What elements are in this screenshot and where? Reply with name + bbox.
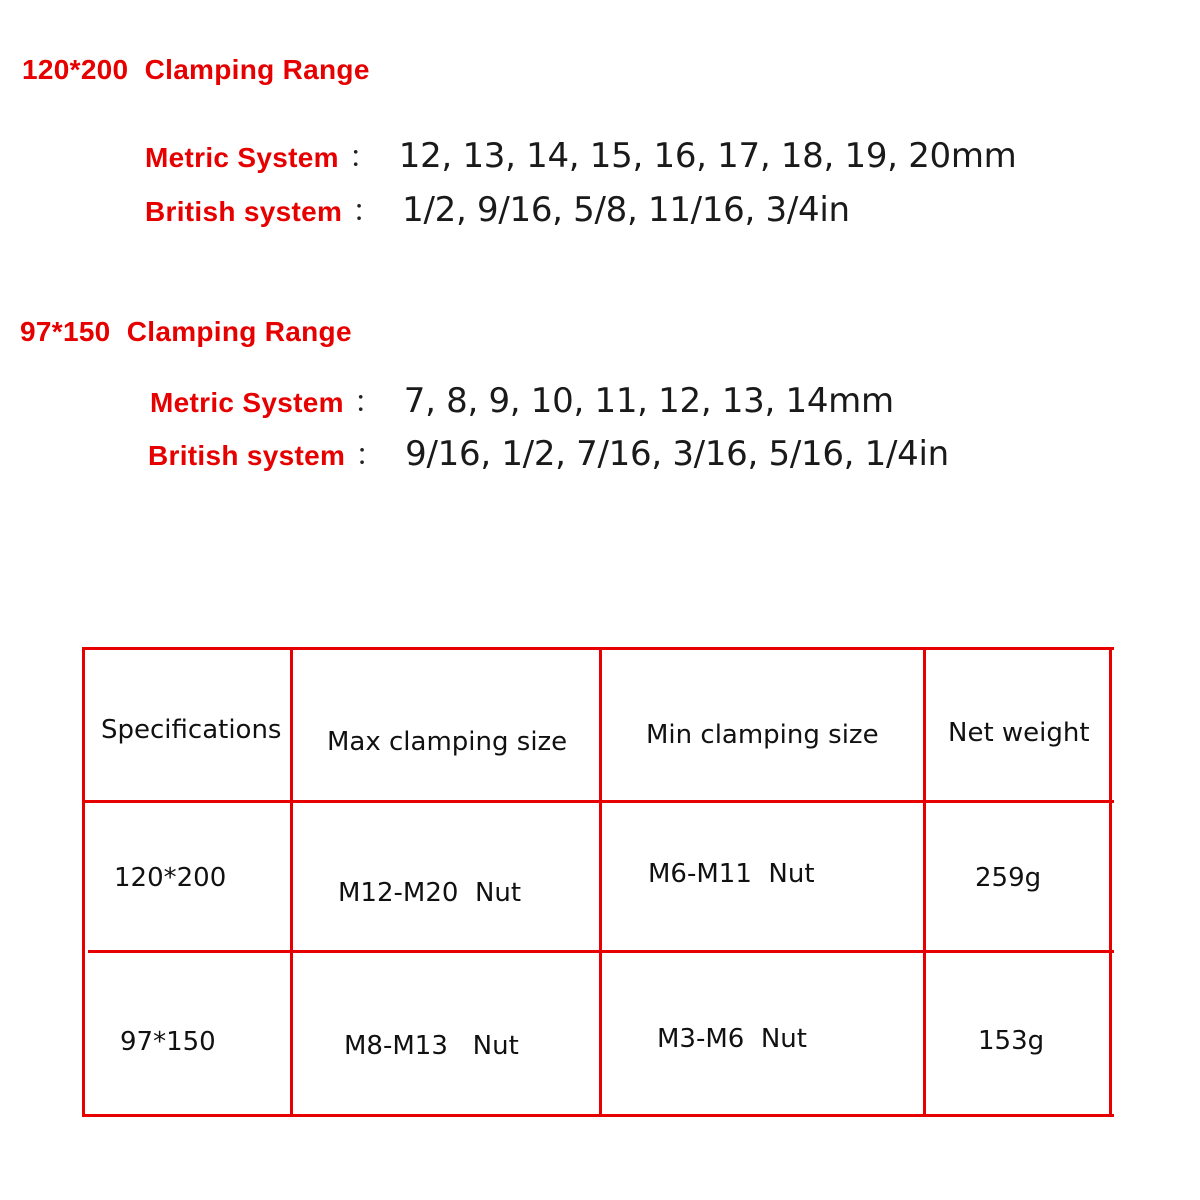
table-column-divider [923, 647, 926, 1117]
cell-min-120x200: M6-M11 Nut [648, 859, 815, 889]
colon-separator: ： [355, 438, 386, 473]
header-min-clamping-size: Min clamping size [646, 720, 879, 750]
british-system-label: British system [148, 440, 346, 471]
colon-separator: ： [352, 194, 383, 229]
british-values: 9/16, 1/2, 7/16, 3/16, 5/16, 1/4in [405, 434, 949, 474]
metric-range-row-120x200 [145, 132, 1017, 176]
table-column-divider [599, 647, 602, 1117]
british-range-row-97x150 [148, 430, 949, 474]
cell-max-120x200: M12-M20 Nut [338, 878, 522, 908]
colon-separator: ： [348, 140, 379, 175]
metric-system-label: Metric System [145, 142, 339, 173]
cell-min-97x150: M3-M6 Nut [657, 1024, 807, 1054]
header-max-clamping-size: Max clamping size [327, 727, 568, 757]
specification-table [82, 647, 1114, 1117]
table-border-top [82, 647, 1114, 650]
header-specifications: Specifications [101, 715, 282, 745]
colon-separator: ： [353, 385, 384, 420]
table-column-divider [290, 647, 293, 1117]
metric-values: 12, 13, 14, 15, 16, 17, 18, 19, 20mm [398, 136, 1017, 176]
cell-max-97x150: M8-M13 Nut [344, 1031, 519, 1061]
table-border-right [1109, 647, 1112, 1117]
table-border-bottom [82, 1114, 1114, 1117]
british-system-label: British system [145, 196, 343, 227]
cell-weight-120x200: 259g [975, 863, 1042, 893]
header-net-weight: Net weight [948, 718, 1090, 748]
metric-values: 7, 8, 9, 10, 11, 12, 13, 14mm [403, 381, 894, 421]
cell-weight-97x150: 153g [978, 1026, 1045, 1056]
cell-spec-120x200: 120*200 [114, 863, 227, 893]
british-range-row-120x200 [145, 186, 850, 230]
metric-system-label: Metric System [150, 387, 344, 418]
section-title-97x150: 97*150 Clamping Range [20, 316, 352, 347]
british-values: 1/2, 9/16, 5/8, 11/16, 3/4in [402, 190, 850, 230]
metric-range-row-97x150 [150, 377, 894, 421]
table-row-divider [82, 800, 1114, 803]
section-title-120x200: 120*200 Clamping Range [22, 54, 370, 85]
cell-spec-97x150: 97*150 [120, 1027, 216, 1057]
table-border-left [82, 647, 85, 1117]
